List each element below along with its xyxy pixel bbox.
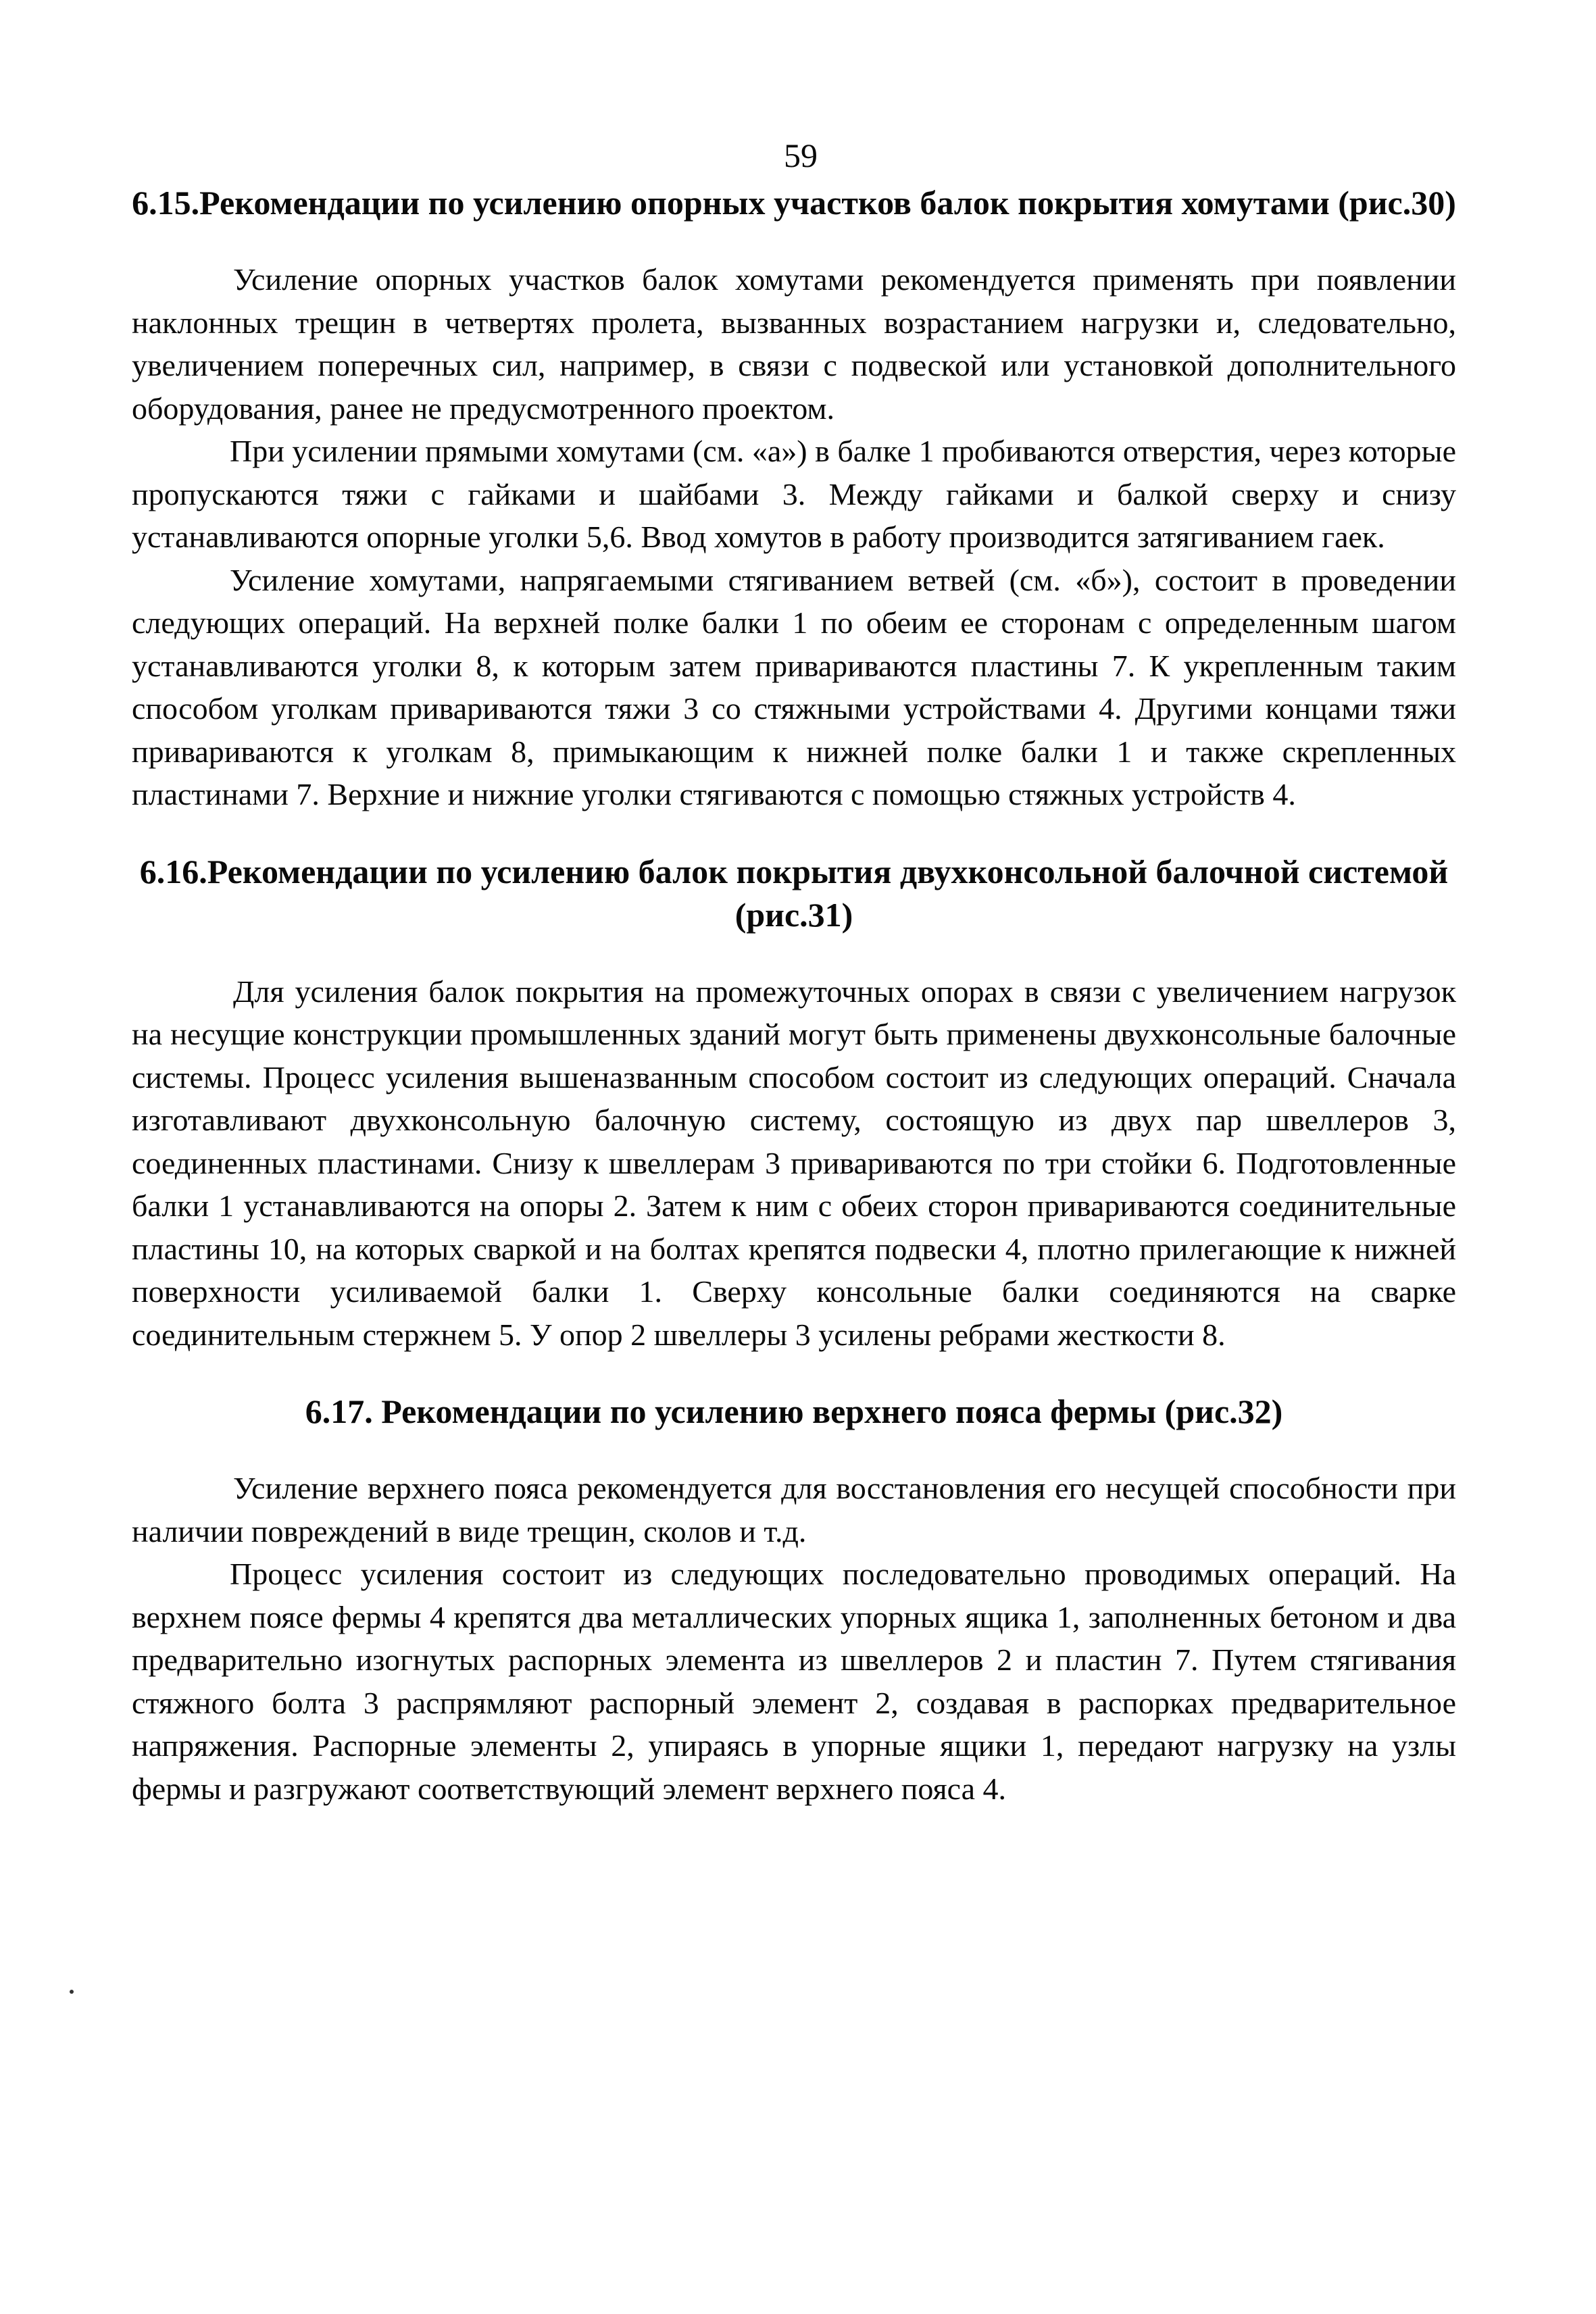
paragraph: Усиление хомутами, напрягаемыми стягиванием ветвей (см. «б»), состоит в проведении следующих операций. На верхней полке балки 1 по обеим ее сторонам с определенным шагом устанавливаются уголки 8, к которым затем привариваются пластины 7. К укрепленным таким способом уголкам привариваются тяжи 3 со стяжными устройствами 4. Другими концами тяжи привариваются к уголкам 8, примыкающим к нижней полке балки 1 и также скрепленных пластинами 7. Верхние и нижние уголки стягиваются с помощью стяжных устройств 4. <box>132 562 1456 811</box>
paragraph: Для усиления балок покрытия на промежуточных опорах в связи с увеличением нагрузок на несущие конструкции промышленных зданий могут быть применены двухконсольные балочные системы. Процесс усиления вышеназванным способом состоит из следующих операций. Сначала изготавливают двухконсольную балочную систему, состоящую из двух пар швеллеров 3, соединенных пластинами. Снизу к швеллерам 3 привариваются по три стойки 6. Подготовленные балки 1 устанавливаются на опоры 2. Затем к ним с обеих сторон привариваются соединительные пластины 10, на которых сваркой и на болтах крепятся подвески 4, плотно прилегающие к нижней поверхности усиливаемой балки 1. Сверху консольные балки соединяются на сварке соединительным стержнем 5. У опор 2 швеллеры 3 усилены ребрами жесткости 8. <box>132 974 1456 1352</box>
section-heading: 6.17. Рекомендации по усилению верхнего пояса фермы (рис.32) <box>305 1392 1283 1430</box>
page-number: 59 <box>784 136 818 174</box>
document-page <box>132 135 1456 1810</box>
paragraph: Усиление верхнего пояса рекомендуется для восстановления его несущей способности при наличии повреждений в виде трещин, сколов и т.д. <box>132 1471 1456 1549</box>
paragraph: Процесс усиления состоит из следующих последовательно проводимых операций. На верхнем поясе фермы 4 крепятся два металлических упорных ящика 1, заполненных бетоном и два предварительно изогнутых распорных элемента из швеллеров 2 и пластин 7. Путем стягивания стяжного болта 3 распрямляют распорный элемент 2, создавая в распорках предварительное напряжения. Распорные элементы 2, упираясь в упорные ящики 1, передают нагрузку на узлы фермы и разгружают соответствующий элемент верхнего пояса 4. <box>132 1557 1456 1806</box>
paragraph: При усилении прямыми хомутами (см. «а») в балке 1 пробиваются отверстия, через которые пропускаются тяжи с гайками и шайбами 3. Между гайками и балкой сверху и снизу устанавливаются опорные уголки 5,6. Ввод хомутов в работу производится затягиванием гаек. <box>132 434 1456 554</box>
section-6-15 <box>132 181 1456 816</box>
paragraph: Усиление опорных участков балок хомутами рекомендуется применять при появлении наклонных трещин в четвертях пролета, вызванных возрастанием нагрузки и, следовательно, увеличением поперечных сил, например, в связи с подвеской или установкой дополнительного оборудования, ранее не предусмотренного проектом. <box>132 262 1456 426</box>
section-6-17 <box>132 1390 1456 1810</box>
section-heading: 6.15.Рекомендации по усилению опорных участков балок покрытия хомутами (рис.30) <box>132 184 1456 222</box>
scan-speck <box>70 1990 74 1994</box>
section-6-16 <box>132 850 1456 1357</box>
section-heading: 6.16.Рекомендации по усилению балок покрытия двухконсольной балочной системой (рис.31) <box>139 852 1449 934</box>
